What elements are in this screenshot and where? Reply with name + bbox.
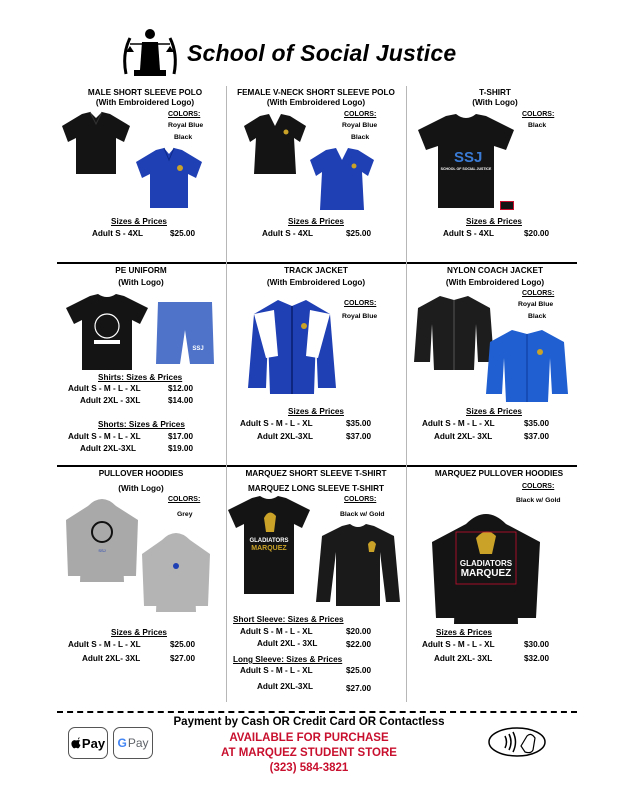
product-title: FEMALE V-NECK SHORT SLEEVE POLO <box>237 88 395 97</box>
product-title: T-SHIRT <box>479 88 511 97</box>
store-location-text: AT MARQUEZ STUDENT STORE <box>221 747 397 759</box>
column-divider-1 <box>226 86 227 702</box>
black-polo-shirt-icon <box>60 110 132 176</box>
product-title-2: MARQUEZ LONG SLEEVE T-SHIRT <box>247 484 384 493</box>
product-title: MARQUEZ SHORT SLEEVE T-SHIRT <box>245 469 387 478</box>
price-value: $25.00 <box>346 229 372 238</box>
colors-label: COLORS: <box>168 496 201 503</box>
column-divider-2 <box>406 86 407 702</box>
contactless-payment-icon <box>487 726 547 758</box>
product-subtitle: (With Logo) <box>472 98 518 107</box>
product-subtitle: (With Embroidered Logo) <box>266 278 366 287</box>
price-value: $30.00 <box>524 640 550 649</box>
google-pay-badge <box>113 727 153 759</box>
grey-hoodie-icon <box>62 496 142 584</box>
lady-justice-logo-icon <box>120 24 180 78</box>
colors-label: COLORS: <box>344 496 377 503</box>
sizes-prices-heading: Sizes & Prices <box>436 628 492 637</box>
color-value: Black <box>351 134 370 141</box>
product-title: NYLON COACH JACKET <box>447 266 543 275</box>
black-womens-polo-icon <box>240 112 310 176</box>
row-divider-2 <box>57 465 577 467</box>
marquez-long-sleeve-tee-icon <box>314 522 402 608</box>
price-value: $37.00 <box>346 432 372 441</box>
google-pay-label: Pay <box>127 736 149 750</box>
size-label: Adult S - 4XL <box>92 229 143 238</box>
long-sleeve-sizes-heading: Long Sleeve: Sizes & Prices <box>233 655 343 664</box>
payment-methods-text: Payment by Cash OR Credit Card OR Contactless <box>173 716 445 728</box>
size-label: Adult S - M - L - XL <box>68 640 141 649</box>
color-value: Black w/ Gold <box>516 497 561 504</box>
tshirt-text: SCHOOL OF SOCIAL JUSTICE <box>440 167 492 171</box>
price-value: $25.00 <box>170 640 196 649</box>
color-value: Black <box>528 313 547 320</box>
colors-label: COLORS: <box>522 111 555 118</box>
size-label: Adult S - M - L - XL <box>68 432 141 441</box>
price-value: $27.00 <box>346 684 372 693</box>
google-g-icon: G <box>117 736 127 750</box>
shirt-text: MARQUEZ <box>460 568 512 579</box>
color-value: Black w/ Gold <box>340 511 385 518</box>
pe-blue-shorts-icon <box>154 300 216 366</box>
phone-number: (323) 584-3821 <box>269 762 349 774</box>
sizes-prices-heading: Sizes & Prices <box>466 217 522 226</box>
short-sleeve-sizes-heading: Short Sleeve: Sizes & Prices <box>233 615 344 624</box>
sizes-prices-heading: Sizes & Prices <box>288 217 344 226</box>
sizes-prices-heading: Sizes & Prices <box>288 407 344 416</box>
size-label: Adult S - 4XL <box>262 229 313 238</box>
size-label: Adult 2XL - 3XL <box>257 639 318 648</box>
product-title: TRACK JACKET <box>284 266 348 275</box>
price-value: $35.00 <box>346 419 372 428</box>
color-swatch-black-icon <box>500 201 514 210</box>
marquez-short-sleeve-tee-icon <box>224 494 314 596</box>
colors-label: COLORS: <box>344 300 377 307</box>
apple-pay-label: Pay <box>81 735 106 751</box>
availability-text: AVAILABLE FOR PURCHASE <box>229 732 389 744</box>
sizes-prices-heading: Sizes & Prices <box>111 217 167 226</box>
product-subtitle: (With Embroidered Logo) <box>445 278 545 287</box>
blue-track-jacket-icon <box>244 296 340 396</box>
price-value: $32.00 <box>524 654 550 663</box>
product-title: MALE SHORT SLEEVE POLO <box>87 88 203 97</box>
price-value: $12.00 <box>168 384 194 393</box>
price-value: $20.00 <box>524 229 550 238</box>
price-value: $14.00 <box>168 396 194 405</box>
page-header <box>0 18 618 80</box>
price-value: $37.00 <box>524 432 550 441</box>
price-value: $27.00 <box>170 654 196 663</box>
price-value: $17.00 <box>168 432 194 441</box>
size-label: Adult 2XL- 3XL <box>82 654 141 663</box>
size-label: Adult S - M - L - XL <box>422 640 495 649</box>
product-subtitle: (With Embroidered Logo) <box>95 98 195 107</box>
color-value: Black <box>528 122 547 129</box>
price-value: $22.00 <box>346 640 372 649</box>
shirt-text: GLADIATORS <box>249 538 289 544</box>
size-label: Adult S - M - L - XL <box>240 627 313 636</box>
color-value: Black <box>174 134 193 141</box>
size-label: Adult S - M - L - XL <box>422 419 495 428</box>
colors-label: COLORS: <box>522 483 555 490</box>
product-subtitle: (With Logo) <box>118 278 164 287</box>
color-value: Royal Blue <box>342 122 378 129</box>
apple-icon <box>71 737 81 749</box>
blue-polo-shirt-icon <box>134 146 204 210</box>
product-title: PE UNIFORM <box>115 266 167 275</box>
colors-label: COLORS: <box>168 111 201 118</box>
size-label: Adult 2XL-3XL <box>80 444 136 453</box>
row-divider-1 <box>57 262 577 264</box>
apple-pay-badge <box>68 727 108 759</box>
size-label: Adult 2XL-3XL <box>257 432 313 441</box>
colors-label: COLORS: <box>522 290 555 297</box>
price-value: $20.00 <box>346 627 372 636</box>
size-label: Adult S - M - L - XL <box>240 419 313 428</box>
product-title: PULLOVER HOODIES <box>98 469 184 478</box>
tshirt-logo: SSJ <box>454 149 483 166</box>
price-value: $19.00 <box>168 444 194 453</box>
color-value: Royal Blue <box>342 313 378 320</box>
footer-divider <box>57 711 577 713</box>
size-label: Adult S - M - L - XL <box>240 666 313 675</box>
product-subtitle: (With Embroidered Logo) <box>266 98 366 107</box>
colors-label: COLORS: <box>344 111 377 118</box>
svg-text:SSJ: SSJ <box>98 548 106 553</box>
size-label: Adult 2XL- 3XL <box>434 432 493 441</box>
marquez-black-hoodie-icon <box>426 510 546 626</box>
shorts-logo: SSJ <box>192 346 204 352</box>
size-label: Adult 2XL - 3XL <box>80 396 141 405</box>
sizes-prices-heading: Sizes & Prices <box>466 407 522 416</box>
grey-hoodie-back-icon <box>138 530 214 614</box>
pe-black-shirt-icon <box>62 292 152 372</box>
price-value: $35.00 <box>524 419 550 428</box>
size-label: Adult S - M - L - XL <box>68 384 141 393</box>
sizes-prices-heading: Sizes & Prices <box>111 628 167 637</box>
blue-womens-polo-icon <box>306 146 378 212</box>
product-title: MARQUEZ PULLOVER HOODIES <box>434 469 564 478</box>
black-tshirt-icon <box>414 112 518 210</box>
color-value: Royal Blue <box>168 122 204 129</box>
shorts-sizes-heading: Shorts: Sizes & Prices <box>98 420 185 429</box>
page-title: School of Social Justice <box>187 40 457 66</box>
product-subtitle: (With Logo) <box>118 484 164 493</box>
color-value: Grey <box>177 511 193 518</box>
shirt-text: GLADIATORS <box>459 559 513 568</box>
blue-coach-jacket-icon <box>484 326 570 404</box>
shirts-sizes-heading: Shirts: Sizes & Prices <box>98 373 183 382</box>
shirt-text: MARQUEZ <box>251 545 287 552</box>
size-label: Adult 2XL-3XL <box>257 682 313 691</box>
color-value: Royal Blue <box>518 301 554 308</box>
price-value: $25.00 <box>170 229 196 238</box>
size-label: Adult 2XL- 3XL <box>434 654 493 663</box>
size-label: Adult S - 4XL <box>443 229 494 238</box>
price-value: $25.00 <box>346 666 372 675</box>
